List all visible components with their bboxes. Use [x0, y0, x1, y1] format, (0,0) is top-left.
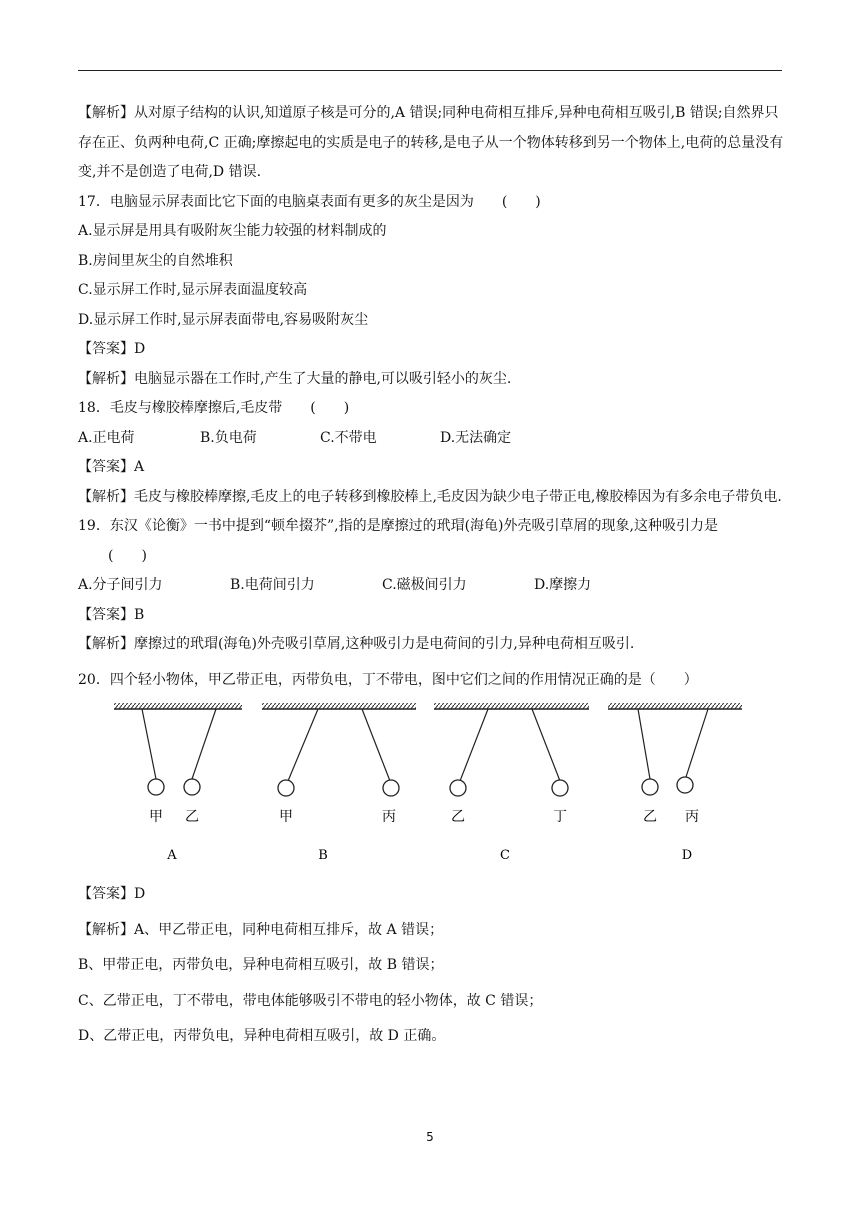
q19-blank: ( ): [108, 547, 147, 564]
ceiling-hatch: [434, 703, 589, 709]
ceiling-hatch: [608, 703, 742, 709]
ball-left: [450, 780, 466, 796]
ball-right: [383, 780, 399, 796]
q20-analysis-c: C、乙带正电，丁不带电，带电体能够吸引不带电的轻小物体，故 C 错误；: [78, 992, 543, 1009]
header-rule: [78, 70, 782, 71]
page-number: 5: [426, 1130, 434, 1144]
q20-analysis-d: D、乙带正电，丙带负电，异种电荷相互吸引，故 D 正确。: [78, 1028, 446, 1044]
caption: A: [167, 848, 177, 863]
label-left: 甲: [149, 809, 163, 825]
q17-analysis: 【解析】电脑显示器在工作时,产生了大量的静电,可以吸引轻小的灰尘.: [78, 370, 512, 387]
q18-answer: 【答案】A: [78, 459, 145, 475]
thread-left: [288, 709, 318, 781]
thread-right: [532, 709, 560, 781]
ceiling-hatch: [262, 703, 416, 709]
q18-option-c: C.不带电: [320, 429, 377, 446]
q17-option-d: D.显示屏工作时,显示屏表面带电,容易吸附灰尘: [78, 311, 369, 328]
label-right: 丙: [382, 809, 396, 825]
ball-right: [184, 779, 200, 795]
q19-option-b: B.电荷间引力: [230, 577, 315, 593]
thread-right: [192, 709, 216, 779]
ceiling-hatch: [114, 703, 242, 709]
prev-analysis: 【解析】从对原子结构的认识,知道原子核是可分的,A 错误;同种电荷相互排斥,异种电荷相互吸引,B 错误;自然界只存在正、负两种电荷,C 正确;摩擦起电的实质是电子的转移,是电子从一个物体转移到另一个物体上,电荷的总量没有变,并不是创造了电荷,D 错误.: [78, 105, 784, 180]
q20-analysis-b: B、甲带正电，丙带负电，异种电荷相互吸引，故 B 错误；: [78, 957, 444, 973]
q19-analysis: 【解析】摩擦过的玳瑁(海龟)外壳吸引草屑,这种吸引力是电荷间的引力,异种电荷相互吸引.: [78, 636, 635, 652]
q20-analysis-a: 【解析】A、甲乙带正电，同种电荷相互排斥，故 A 错误；: [78, 921, 444, 938]
q19-option-d: D.摩擦力: [534, 577, 592, 593]
q17-stem: 17．电脑显示屏表面比它下面的电脑桌表面有更多的灰尘是因为 ( ): [78, 193, 541, 210]
pendulum-diagram: [78, 695, 784, 880]
thread-right: [362, 709, 390, 781]
q17-option-a: A.显示屏是用具有吸附灰尘能力较强的材料制成的: [78, 223, 387, 239]
q19-stem: 19．东汉《论衡》一书中提到“顿牟掇芥”,指的是摩擦过的玳瑁(海龟)外壳吸引草屑的现象,这种吸引力是: [78, 518, 718, 534]
q20-stem: 20．四个轻小物体，甲乙带正电，丙带负电，丁不带电，图中它们之间的作用情况正确的是（ ）: [78, 671, 698, 688]
q18-stem: 18．毛皮与橡胶棒摩擦后,毛皮带 ( ): [78, 400, 350, 416]
ball-left: [642, 779, 658, 795]
q18-analysis: 【解析】毛皮与橡胶棒摩擦,毛皮上的电子转移到橡胶棒上,毛皮因为缺少电子带正电,橡胶棒因为有多余电子带负电.: [78, 488, 782, 505]
label-right: 丁: [553, 809, 567, 825]
panel-b: [262, 703, 416, 863]
q17-option-b: B.房间里灰尘的自然堆积: [78, 252, 233, 269]
ball-right: [677, 777, 693, 793]
caption: D: [681, 848, 693, 863]
panel-c: [434, 703, 589, 863]
label-left: 乙: [451, 809, 465, 825]
q20-answer: 【答案】D: [78, 886, 146, 902]
q18-options: [78, 424, 784, 454]
panel-a: [114, 703, 242, 863]
document-body: [78, 99, 784, 1052]
label-right: 丙: [685, 809, 699, 825]
caption: B: [318, 848, 328, 863]
label-left: 甲: [279, 809, 293, 825]
label-left: 乙: [643, 809, 657, 825]
q19-answer: 【答案】B: [78, 606, 145, 623]
q17-option-c: C.显示屏工作时,显示屏表面温度较高: [78, 282, 308, 298]
thread-left: [142, 709, 156, 779]
caption: C: [500, 848, 510, 863]
panel-d: [608, 703, 742, 863]
thread-left: [460, 709, 488, 781]
thread-right: [686, 709, 708, 777]
q19-option-c: C.磁极间引力: [382, 577, 467, 593]
q18-option-d: D.无法确定: [440, 429, 512, 446]
q18-option-b: B.负电荷: [200, 429, 257, 446]
q19-option-a: A.分子间引力: [78, 577, 163, 593]
ball-left: [278, 780, 294, 796]
q18-option-a: A.正电荷: [78, 429, 135, 446]
q19-options: [78, 571, 784, 601]
thread-left: [638, 709, 650, 779]
q17-answer: 【答案】D: [78, 341, 146, 357]
ball-left: [148, 779, 164, 795]
label-right: 乙: [185, 809, 199, 825]
ball-right: [552, 780, 568, 796]
q20-figure: [78, 695, 784, 880]
